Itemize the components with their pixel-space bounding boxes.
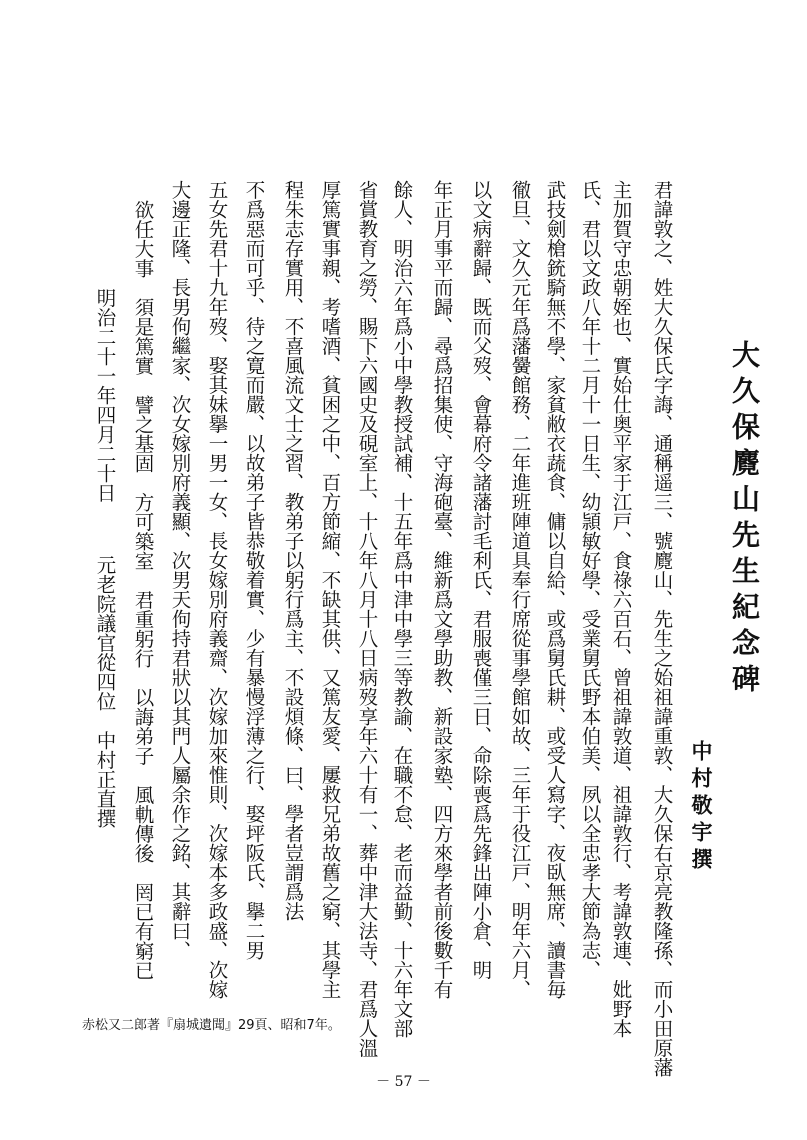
body-line: 武技劍槍銃騎無不學、家貧敝衣蔬食、傭以自給、或爲舅氏耕、或受人寫字、夜臥無席、讀書毎	[543, 180, 567, 999]
inscription-title: 大久保麑山先生紀念碑	[728, 340, 761, 700]
body-line: 程朱志存實用、不喜風流文士之習、教弟子以躬行爲主、不設煩條、曰、學者豈謂爲法	[281, 180, 305, 921]
body-line: 厚篤實事親、考嗜酒、貧困之中、百方節縮、不缺其供、又篤友愛、屢救兄弟故舊之窮、其學主	[318, 180, 342, 999]
body-line: 氏、君以文政八年十二月十一日生、幼頴敏好學、受業舅氏野本伯美、夙以全忠孝大節為志、	[578, 180, 602, 980]
verse-line: 欲任大事 須是篤實 譬之基固 方可築室 君重躬行 以誨弟子 風軌傳後 罔已有窮已	[131, 200, 155, 980]
body-line: 五女先君十九年歿、娶其妹擧一男一女、長女嫁別府義齋、次嫁加來惟則、次嫁本多政盛、次嫁	[205, 180, 229, 999]
body-line: 以文病辭歸、既而父歿、會幕府令諸藩討毛利氏、君服喪僅三日、命除喪爲先鋒出陣小倉、明	[469, 180, 493, 980]
body-line: 大邊正隆、長男佝繼家、次女嫁別府義顯、次男天佝持君狀以其門人屬余作之銘、其辭曰、	[168, 180, 192, 960]
page-number: － 57 －	[376, 1074, 431, 1090]
signature-signer: 元老院議官從四位 中村正直撰	[93, 555, 117, 828]
body-line: 君諱敦之、姓大久保氏字誨、通稱遥三、號麑山、先生之始祖諱重敦、大久保右京亮教隆孫、而小田原藩	[650, 180, 674, 1077]
body-line: 餘人、明治六年爲小中學教授試補、十五年爲中津中學三等教諭、在職不怠、老而益勤、十六年文部	[390, 180, 414, 1038]
body-line: 不爲惡而可乎、待之寛而嚴、以故弟子皆恭敬着實、少有暴慢浮薄之行、娶坪阪氏、擧二男	[242, 180, 266, 960]
author-line: 中村敬宇撰	[689, 740, 714, 875]
body-line: 主加賀守忠朝姪也、實始仕奥平家于江戸、食祿六百石、曾祖諱敦道、祖諱敦行、考諱敦連、妣野本	[609, 180, 633, 1038]
signature-date: 明治二十一年四月二十日	[93, 288, 117, 503]
body-line: 年正月事平而歸、尋爲招集使、守海砲臺、維新爲文學助教、新設家塾、四方來學者前後數千有	[430, 180, 454, 999]
source-caption: 赤松又二郎著『扇城遺聞』29頁、昭和7年。	[82, 1018, 341, 1033]
body-line: 徹旦、文久元年爲藩黌館務、二年進班陣道具奉行席從事學館如故、三年于役江戸、明年六月、	[508, 180, 532, 999]
body-line: 省賞教育之勞、賜下六國史及硯室上、十八年八月十八日病歿享年六十有一、葬中津大法寺、君爲人溫	[355, 180, 379, 1058]
